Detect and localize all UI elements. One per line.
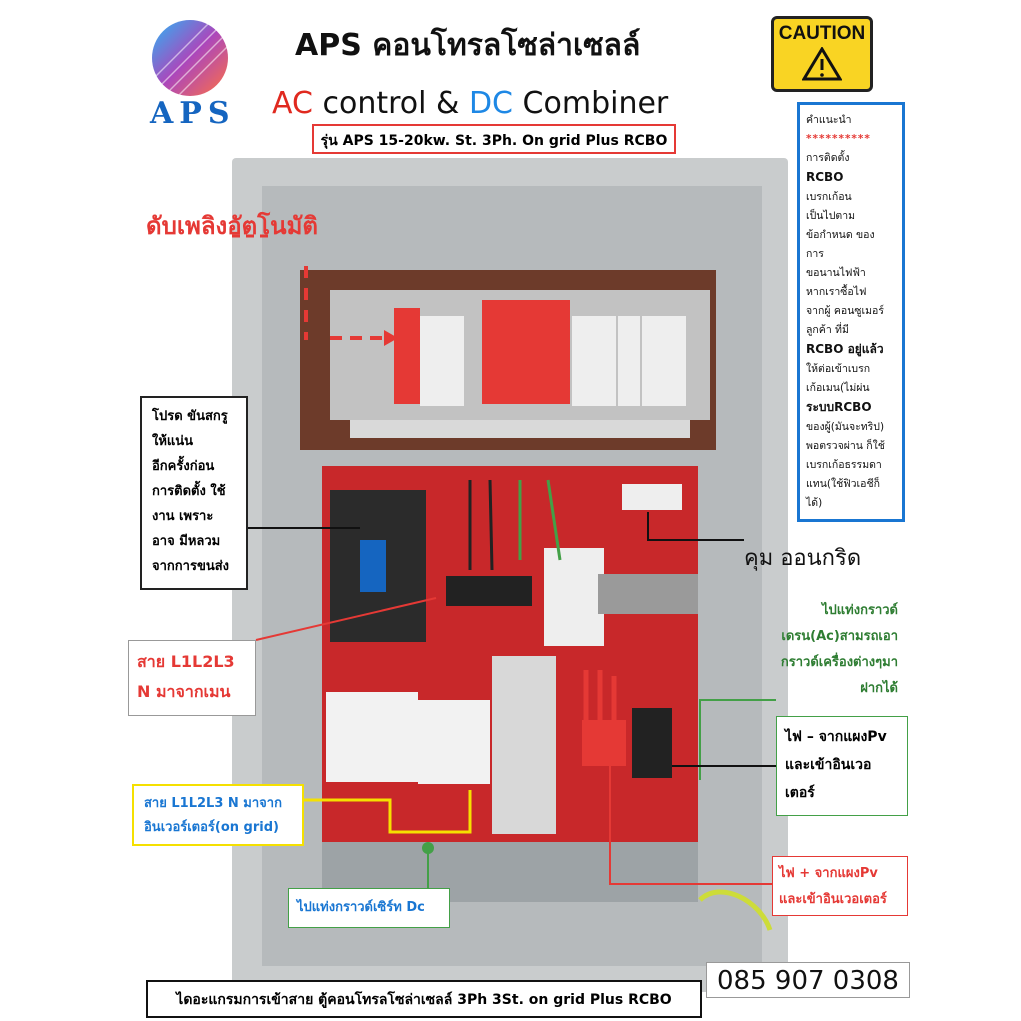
note-line: ไปแท่งกราวด์ [822,603,898,618]
subtitle-ac: AC [272,86,313,121]
note-line: เดรน(Ac)สามรถเอา [781,629,898,644]
note-line: งาน เพราะ [152,509,214,524]
ac-components [326,484,698,834]
ac-ground-label [758,598,898,702]
grid-control-label: คุม ออนกริด [744,546,862,571]
mains-input-label [128,640,256,716]
page-title: APS คอนโทรลโซล่าเซลล์ [295,28,641,63]
note-line: การติดตั้ง ใช้ [152,484,226,499]
fire-suppression-label: ดับเพลิงอัตโนมัติ [146,212,318,240]
note-line: ไฟ + จากแผงPv [779,866,878,881]
note-line: เป็นไปตาม [806,210,856,222]
note-line: เบรกเก้อธรรมดา [806,459,882,471]
note-line: สาย L1L2L3 [137,652,235,671]
note-line: เตอร์ [785,785,815,801]
note-line: อาจ มีหลวม [152,534,221,549]
subtitle-mid: control & [312,86,469,121]
note-line: แทน(ใช้ฟิวเอชีก็ [806,478,880,490]
note-line: และเข้าอินเวอ [785,757,872,773]
logo-text: APS [150,96,236,131]
note-line: เบรกเก้อน [806,191,852,203]
check-screws-note [140,396,248,590]
note-line: หากเราซื้อไฟ [806,286,867,298]
note-line: ลูกค้า ที่มี [806,324,849,336]
note-line: ระบบRCBO [806,400,872,414]
note-line: จากการขนส่ง [152,559,229,574]
note-heading: คำแนะนำ [806,114,852,126]
dc-ground-label: ไปแท่งกราวด์เซิร์ท Dc [288,888,450,928]
note-line: สาย L1L2L3 N มาจาก [144,796,282,811]
note-stars: ********** [806,133,871,145]
note-line: เก้อเมน(ไม่ผ่น [806,382,870,394]
note-line: RCBO อยู่แล้ว [806,342,884,356]
subtitle-end: Combiner [513,86,669,121]
note-line: และเข้าอินเวอเตอร์ [779,892,887,907]
note-line: ให้แน่น [152,434,194,449]
pv-positive-label [772,856,908,916]
note-line: พอตรวจผ่าน ก็ใช้ [806,440,885,452]
note-line: กราวด์เครื่องต่างๆมา [780,655,898,670]
note-line: อินเวอร์เตอร์(on grid) [144,820,279,835]
note-line: ขอนานไฟฟ้า [806,267,866,279]
note-line: RCBO [806,170,844,184]
note-line: อีกครั้งก่อน [152,459,215,474]
note-line: ให้ต่อเข้าเบรก [806,363,871,375]
note-line: N มาจากเมน [137,682,231,701]
model-label: รุ่น APS 15-20kw. St. 3Ph. On grid Plus RCBO [312,124,676,154]
note-line: การ [806,248,824,260]
dc-breakers [350,300,690,438]
caution-label: CAUTION [778,23,866,44]
note-line: การติดตั้ง [806,152,850,164]
pv-negative-label [776,716,908,816]
note-line: ได้) [806,497,823,509]
note-line: ไฟ – จากแผงPv [785,729,887,745]
footer-caption: ไดอะแกรมการเข้าสาย ตู้คอนโทรลโซล่าเซลล์ 3Ph 3St. on grid Plus RCBO [146,980,702,1018]
note-line: จากผู้ คอนซูเมอร์ [806,305,884,317]
note-line: ฝากได้ [860,681,898,696]
note-line: ของผู้(มันจะทริป) [806,421,885,433]
note-line: โปรด ขันสกรู [152,409,228,424]
note-line: ข้อกำหนด ของ [806,229,875,241]
subtitle-dc: DC [468,86,514,121]
phone-number: 085 907 0308 [706,962,910,998]
inverter-line-label [132,784,304,846]
